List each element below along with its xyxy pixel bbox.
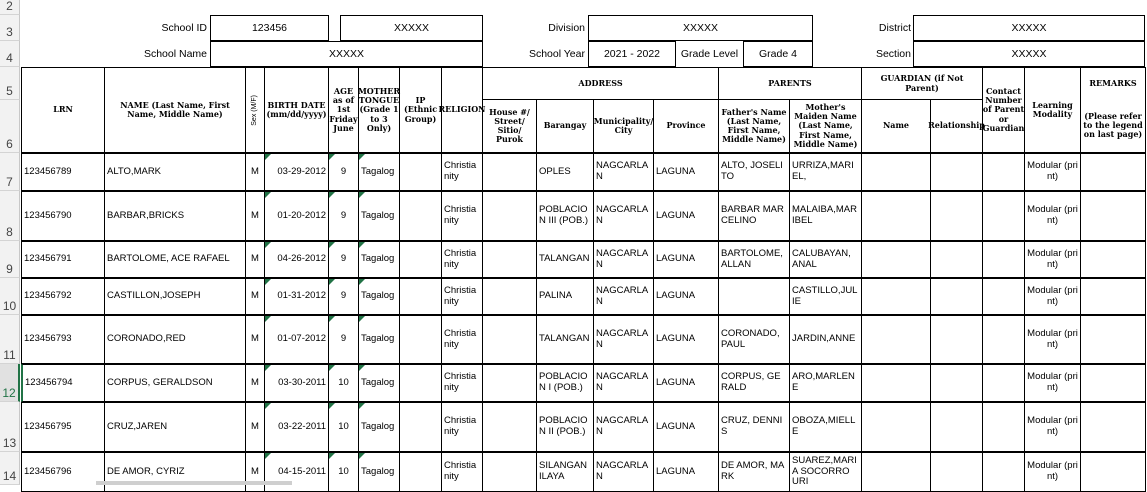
cell-municipality[interactable]: NAGCARLAN: [593, 452, 654, 492]
cell-house[interactable]: [482, 153, 537, 191]
cell-mt[interactable]: Tagalog: [358, 153, 400, 191]
cell-father[interactable]: BARBAR MARCELINO: [718, 191, 790, 241]
error-indicator-icon: [329, 403, 335, 409]
cell-religion[interactable]: Christianity: [441, 452, 483, 492]
col-header-name[interactable]: NAME (Last Name, First Name, Middle Name): [104, 67, 246, 153]
error-indicator-icon: [265, 316, 271, 322]
cell-house[interactable]: [482, 315, 537, 364]
cell-remarks[interactable]: [1080, 402, 1146, 452]
cell-sex[interactable]: M: [245, 241, 265, 278]
col-header-mother[interactable]: Mother's Maiden Name (Last Name, First Name, Middle Name): [789, 99, 862, 153]
cell-modality[interactable]: Modular (print): [1024, 315, 1081, 364]
cell-house[interactable]: [482, 241, 537, 278]
horizontal-scrollbar[interactable]: [96, 481, 292, 485]
cell-barangay[interactable]: POBLACION II (POB.): [536, 402, 594, 452]
school-year-cell[interactable]: 2021 - 2022: [588, 41, 676, 67]
cell-ip[interactable]: [399, 402, 442, 452]
cell-contact[interactable]: [982, 452, 1025, 492]
cell-contact[interactable]: [982, 278, 1025, 315]
cell-modality[interactable]: Modular (print): [1024, 153, 1081, 191]
cell-sex[interactable]: M: [245, 191, 265, 241]
cell-religion[interactable]: Christianity: [441, 278, 483, 315]
cell-contact[interactable]: [982, 402, 1025, 452]
district-label: District: [878, 21, 911, 34]
division-cell[interactable]: XXXXX: [588, 15, 813, 41]
cell-municipality[interactable]: NAGCARLAN: [593, 402, 654, 452]
col-header-ip[interactable]: IP (Ethnic Group): [399, 67, 442, 153]
col-header-birth-date[interactable]: BIRTH DATE (mm/dd/yyyy): [264, 67, 329, 153]
cell-mt[interactable]: Tagalog: [358, 452, 400, 492]
cell-birth[interactable]: 01-31-2012: [264, 278, 329, 315]
cell-barangay[interactable]: OPLES: [536, 153, 594, 191]
cell-sex[interactable]: M: [245, 315, 265, 364]
error-indicator-icon: [265, 192, 271, 198]
cell-sex[interactable]: M: [245, 278, 265, 315]
school-year-label: School Year: [528, 47, 585, 60]
cell-age[interactable]: 9: [328, 153, 359, 191]
cell-modality[interactable]: Modular (print): [1024, 452, 1081, 492]
cell-municipality[interactable]: NAGCARLAN: [593, 153, 654, 191]
cell-mother[interactable]: OBOZA,MIELLE: [789, 402, 862, 452]
cell-ip[interactable]: [399, 315, 442, 364]
cell-birth[interactable]: 03-30-2011: [264, 364, 329, 402]
cell-birth[interactable]: 03-29-2012: [264, 153, 329, 191]
cell-barangay[interactable]: PALINA: [536, 278, 594, 315]
col-header-mother-tongue[interactable]: MOTHER TONGUE (Grade 1 to 3 Only): [358, 67, 400, 153]
cell-remarks[interactable]: [1080, 278, 1146, 315]
cell-ip[interactable]: [399, 364, 442, 402]
cell-ip[interactable]: [399, 241, 442, 278]
cell-religion[interactable]: Christianity: [441, 364, 483, 402]
district-cell[interactable]: XXXXX: [913, 15, 1145, 41]
cell-sex[interactable]: M: [245, 364, 265, 402]
col-header-municipality[interactable]: Municipality/ City: [593, 99, 654, 153]
cell-mt[interactable]: Tagalog: [358, 241, 400, 278]
cell-age[interactable]: 9: [328, 278, 359, 315]
group-header-parents[interactable]: PARENTS: [718, 67, 862, 100]
cell-sex[interactable]: M: [245, 153, 265, 191]
cell-contact[interactable]: [982, 153, 1025, 191]
col-header-relationship[interactable]: Relationship: [930, 99, 983, 153]
cell-modality[interactable]: Modular (print): [1024, 402, 1081, 452]
cell-house[interactable]: [482, 278, 537, 315]
cell-guardian[interactable]: [861, 241, 931, 278]
error-indicator-icon: [329, 279, 335, 285]
row-header-11[interactable]: 11: [0, 315, 20, 364]
cell-birth[interactable]: 01-07-2012: [264, 315, 329, 364]
cell-modality[interactable]: Modular (print): [1024, 364, 1081, 402]
cell-guardian[interactable]: [861, 191, 931, 241]
cell-age[interactable]: 10: [328, 402, 359, 452]
school-id-label: School ID: [161, 21, 207, 34]
school-id-cell[interactable]: 123456: [210, 15, 329, 41]
cell-house[interactable]: [482, 364, 537, 402]
error-indicator-icon: [265, 403, 271, 409]
cell-name[interactable]: BARBAR,BRICKS: [104, 191, 246, 241]
cell-modality[interactable]: Modular (print): [1024, 241, 1081, 278]
row-header-3[interactable]: 3: [0, 15, 20, 41]
cell-province[interactable]: LAGUNA: [653, 402, 719, 452]
cell-mt[interactable]: Tagalog: [358, 191, 400, 241]
cell-religion[interactable]: Christianity: [441, 241, 483, 278]
row-header-12[interactable]: 12: [0, 364, 20, 402]
row-header-4[interactable]: 4: [0, 41, 20, 67]
col-header-house[interactable]: House #/ Street/ Sitio/ Purok: [482, 99, 537, 153]
cell-relationship[interactable]: [930, 315, 983, 364]
cell-relationship[interactable]: [930, 278, 983, 315]
col-header-sex[interactable]: [245, 67, 265, 153]
remarks-note[interactable]: (Please refer to the legend on last page): [1080, 99, 1146, 153]
grade-level-label: Grade Level: [680, 47, 739, 60]
cell-guardian[interactable]: [861, 364, 931, 402]
cell-mother[interactable]: JARDIN,ANNE: [789, 315, 862, 364]
cell-guardian[interactable]: [861, 278, 931, 315]
cell-province[interactable]: LAGUNA: [653, 278, 719, 315]
cell-mother[interactable]: CASTILLO,JULIE: [789, 278, 862, 315]
cell-name[interactable]: ALTO,MARK: [104, 153, 246, 191]
section-label: Section: [875, 47, 911, 60]
cell-guardian[interactable]: [861, 153, 931, 191]
cell-municipality[interactable]: NAGCARLAN: [593, 364, 654, 402]
cell-mother[interactable]: SUAREZ,MARIA SOCORRO URI: [789, 452, 862, 492]
cell-sex[interactable]: M: [245, 402, 265, 452]
cell-name[interactable]: BARTOLOME, ACE RAFAEL: [104, 241, 246, 278]
cell-name[interactable]: CASTILLON,JOSEPH: [104, 278, 246, 315]
cell-birth[interactable]: 04-15-2011: [264, 452, 329, 492]
cell-province[interactable]: LAGUNA: [653, 364, 719, 402]
cell-guardian[interactable]: [861, 402, 931, 452]
school-name-cell[interactable]: XXXXX: [210, 41, 483, 67]
cell-province[interactable]: LAGUNA: [653, 452, 719, 492]
cell-mother[interactable]: MALAIBA,MARIBEL: [789, 191, 862, 241]
cell-lrn[interactable]: 123456789: [21, 153, 105, 191]
cell-province[interactable]: LAGUNA: [653, 241, 719, 278]
error-indicator-icon: [359, 453, 365, 459]
error-indicator-icon: [265, 365, 271, 371]
cell-birth[interactable]: 01-20-2012: [264, 191, 329, 241]
cell-birth[interactable]: 04-26-2012: [264, 241, 329, 278]
cell-province[interactable]: LAGUNA: [653, 315, 719, 364]
cell-father[interactable]: CORONADO, PAUL: [718, 315, 790, 364]
cell-barangay[interactable]: TALANGAN: [536, 241, 594, 278]
cell-ip[interactable]: [399, 153, 442, 191]
cell-remarks[interactable]: [1080, 191, 1146, 241]
grade-level-cell[interactable]: Grade 4: [743, 41, 813, 67]
error-indicator-icon: [359, 316, 365, 322]
cell-remarks[interactable]: [1080, 153, 1146, 191]
error-indicator-icon: [359, 242, 365, 248]
cell-province[interactable]: LAGUNA: [653, 191, 719, 241]
error-indicator-icon: [359, 403, 365, 409]
cell-remarks[interactable]: [1080, 241, 1146, 278]
cell-house[interactable]: [482, 402, 537, 452]
school-name-label: School Name: [143, 47, 207, 60]
row-header-2[interactable]: 2: [0, 0, 20, 15]
cell-municipality[interactable]: NAGCARLAN: [593, 191, 654, 241]
cell-name[interactable]: DE AMOR, CYRIZ: [104, 452, 246, 492]
cell-father[interactable]: DE AMOR, MARK: [718, 452, 790, 492]
row-header-9[interactable]: 9: [0, 241, 20, 278]
cell-age[interactable]: 10: [328, 452, 359, 492]
cell-house[interactable]: [482, 452, 537, 492]
row-header-14[interactable]: 14: [0, 452, 20, 485]
cell-contact[interactable]: [982, 241, 1025, 278]
cell-lrn[interactable]: 123456796: [21, 452, 105, 492]
cell-province[interactable]: LAGUNA: [653, 153, 719, 191]
group-header-guardian[interactable]: GUARDIAN (if Not Parent): [861, 67, 983, 100]
cell-mother[interactable]: URRIZA,MARIEL,: [789, 153, 862, 191]
cell-modality[interactable]: Modular (print): [1024, 278, 1081, 315]
cell-contact[interactable]: [982, 364, 1025, 402]
error-indicator-icon: [265, 242, 271, 248]
cell-age[interactable]: 10: [328, 364, 359, 402]
error-indicator-icon: [329, 242, 335, 248]
error-indicator-icon: [329, 192, 335, 198]
cell-ip[interactable]: [399, 191, 442, 241]
row-header-13[interactable]: 13: [0, 402, 20, 452]
section-cell[interactable]: XXXXX: [913, 41, 1145, 67]
cell-relationship[interactable]: [930, 364, 983, 402]
cell-religion[interactable]: Christianity: [441, 153, 483, 191]
cell-municipality[interactable]: NAGCARLAN: [593, 241, 654, 278]
cell-name[interactable]: CORONADO,RED: [104, 315, 246, 364]
col-header-age[interactable]: AGE as of 1st Friday June: [328, 67, 359, 153]
cell-house[interactable]: [482, 191, 537, 241]
cell-remarks[interactable]: [1080, 364, 1146, 402]
row-header-6[interactable]: 6: [0, 100, 20, 153]
cell-name[interactable]: CORPUS, GERALDSON: [104, 364, 246, 402]
row-header-5[interactable]: 5: [0, 67, 20, 100]
cell-birth[interactable]: 03-22-2011: [264, 402, 329, 452]
row-header-10[interactable]: 10: [0, 278, 20, 315]
col-header-barangay[interactable]: Barangay: [536, 99, 594, 153]
cell-relationship[interactable]: [930, 191, 983, 241]
cell-lrn[interactable]: 123456794: [21, 364, 105, 402]
cell-religion[interactable]: Christianity: [441, 191, 483, 241]
cell-barangay[interactable]: SILANGAN ILAYA: [536, 452, 594, 492]
row-header-7[interactable]: 7: [0, 153, 20, 191]
cell-guardian[interactable]: [861, 315, 931, 364]
error-indicator-icon: [329, 365, 335, 371]
cell-mt[interactable]: Tagalog: [358, 315, 400, 364]
col-header-remarks[interactable]: REMARKS: [1080, 67, 1146, 100]
cell-remarks[interactable]: [1080, 452, 1146, 492]
error-indicator-icon: [359, 154, 365, 160]
error-indicator-icon: [329, 154, 335, 160]
cell-contact[interactable]: [982, 191, 1025, 241]
cell-lrn[interactable]: 123456791: [21, 241, 105, 278]
cell-mt[interactable]: Tagalog: [358, 402, 400, 452]
cell-father[interactable]: CRUZ, DENNIS: [718, 402, 790, 452]
cell-father[interactable]: [718, 278, 790, 315]
cell-religion[interactable]: Christianity: [441, 402, 483, 452]
col-header-lrn[interactable]: LRN: [21, 67, 105, 153]
cell-relationship[interactable]: [930, 452, 983, 492]
sex-header-text: Sex (M/F): [250, 94, 258, 126]
error-indicator-icon: [329, 453, 335, 459]
cell-age[interactable]: 9: [328, 241, 359, 278]
cell-age[interactable]: 9: [328, 315, 359, 364]
cell-guardian[interactable]: [861, 452, 931, 492]
col-header-province[interactable]: Province: [653, 99, 719, 153]
error-indicator-icon: [359, 279, 365, 285]
error-indicator-icon: [265, 154, 271, 160]
error-indicator-icon: [329, 316, 335, 322]
col-header-contact[interactable]: Contact Number of Parent or Guardian: [982, 67, 1025, 153]
region-cell[interactable]: XXXXX: [340, 15, 483, 41]
cell-lrn[interactable]: 123456795: [21, 402, 105, 452]
cell-municipality[interactable]: NAGCARLAN: [593, 315, 654, 364]
division-label: Division: [548, 21, 585, 34]
cell-mt[interactable]: Tagalog: [358, 278, 400, 315]
cell-age[interactable]: 9: [328, 191, 359, 241]
cell-municipality[interactable]: NAGCARLAN: [593, 278, 654, 315]
cell-contact[interactable]: [982, 315, 1025, 364]
cell-modality[interactable]: Modular (print): [1024, 191, 1081, 241]
cell-father[interactable]: ALTO, JOSELITO: [718, 153, 790, 191]
row-header-8[interactable]: 8: [0, 191, 20, 241]
cell-remarks[interactable]: [1080, 315, 1146, 364]
cell-name[interactable]: CRUZ,JAREN: [104, 402, 246, 452]
cell-relationship[interactable]: [930, 153, 983, 191]
cell-father[interactable]: CORPUS, GERALD: [718, 364, 790, 402]
error-indicator-icon: [265, 453, 271, 459]
cell-ip[interactable]: [399, 278, 442, 315]
cell-barangay[interactable]: POBLACION I (POB.): [536, 364, 594, 402]
cell-lrn[interactable]: 123456793: [21, 315, 105, 364]
cell-ip[interactable]: [399, 452, 442, 492]
cell-lrn[interactable]: 123456792: [21, 278, 105, 315]
col-header-guardian-name[interactable]: Name: [861, 99, 931, 153]
cell-religion[interactable]: Christianity: [441, 315, 483, 364]
cell-mother[interactable]: CALUBAYAN, ANAL: [789, 241, 862, 278]
error-indicator-icon: [265, 279, 271, 285]
cell-father[interactable]: BARTOLOME, ALLAN: [718, 241, 790, 278]
cell-relationship[interactable]: [930, 402, 983, 452]
group-header-address[interactable]: ADDRESS: [482, 67, 719, 100]
cell-lrn[interactable]: 123456790: [21, 191, 105, 241]
cell-mt[interactable]: Tagalog: [358, 364, 400, 402]
cell-sex[interactable]: M: [245, 452, 265, 492]
cell-barangay[interactable]: TALANGAN: [536, 315, 594, 364]
error-indicator-icon: [359, 192, 365, 198]
cell-relationship[interactable]: [930, 241, 983, 278]
error-indicator-icon: [359, 365, 365, 371]
cell-mother[interactable]: ARO,MARLENE: [789, 364, 862, 402]
col-header-father[interactable]: Father's Name (Last Name, First Name, Middle Name): [718, 99, 790, 153]
cell-barangay[interactable]: POBLACION III (POB.): [536, 191, 594, 241]
col-header-religion[interactable]: RELIGION: [441, 67, 483, 153]
col-header-learning-modality[interactable]: Learning Modality: [1024, 67, 1081, 153]
